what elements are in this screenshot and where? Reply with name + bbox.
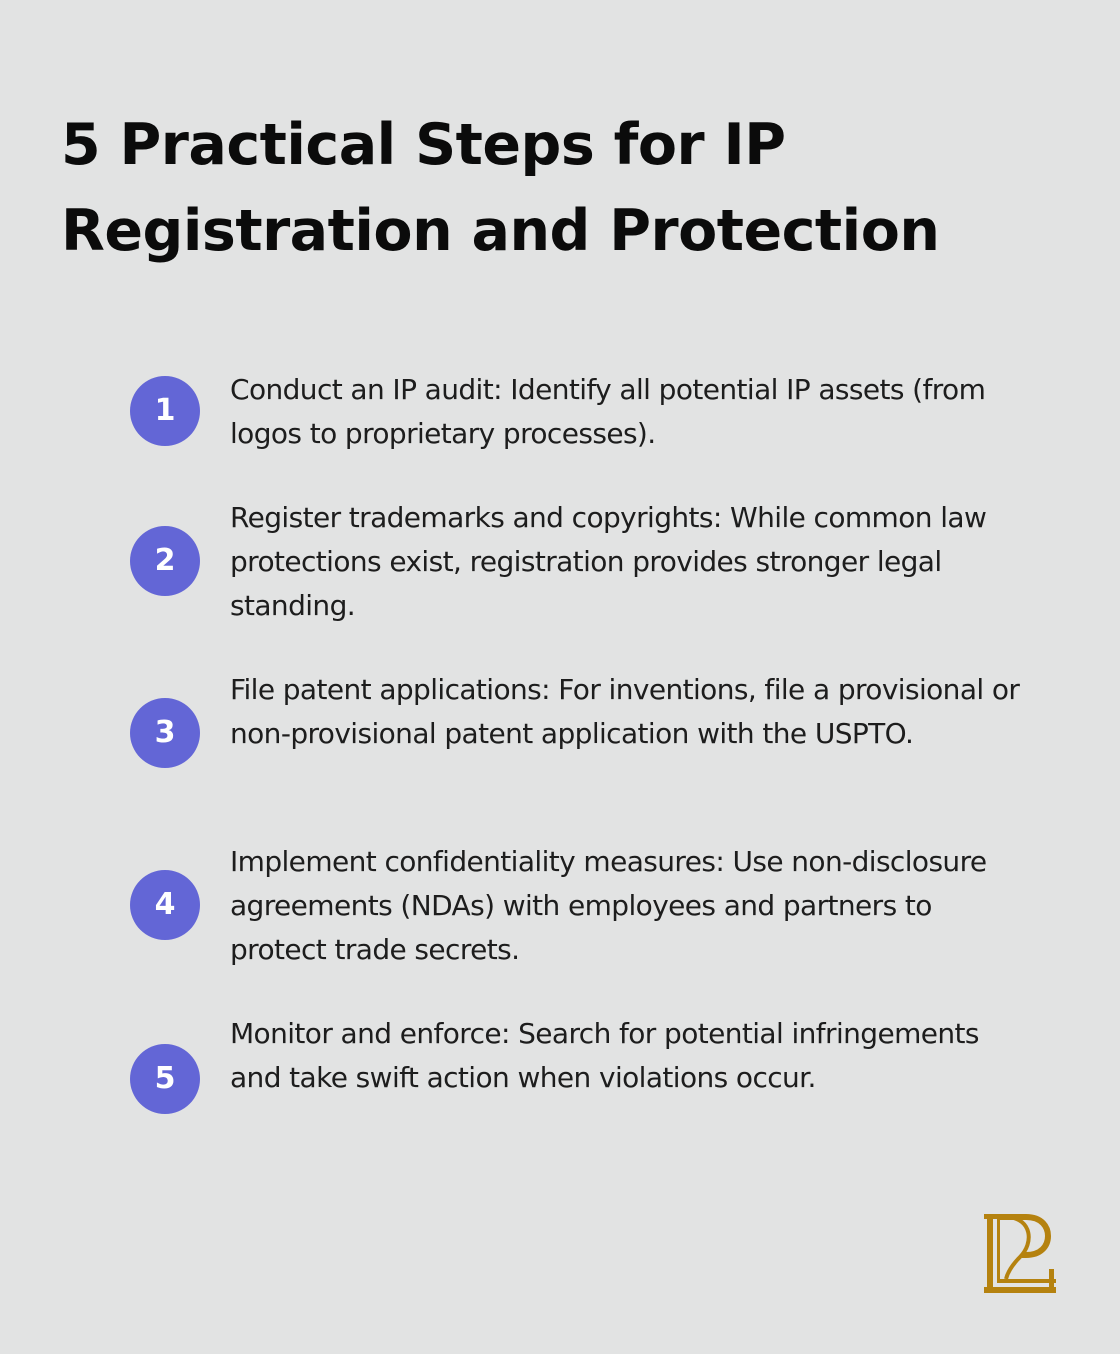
step-text: Implement confidentiality measures: Use non-disclosure agreements (NDAs) with employees and partners to protect trade secrets.	[230, 845, 987, 966]
step-number-badge: 3	[130, 698, 200, 768]
pl-monogram-logo-icon	[982, 1213, 1058, 1295]
step-text: File patent applications: For inventions, file a provisional or non-provisional patent application with the USPTO.	[230, 673, 1020, 750]
step-number-badge: 4	[130, 870, 200, 940]
step-number-badge: 1	[130, 376, 200, 446]
step-number-badge: 2	[130, 526, 200, 596]
step-number-badge: 5	[130, 1044, 200, 1114]
step-text: Conduct an IP audit: Identify all potential IP assets (from logos to proprietary processes).	[230, 373, 986, 450]
step-text: Monitor and enforce: Search for potential infringements and take swift action when violations occur.	[230, 1017, 979, 1094]
step-text: Register trademarks and copyrights: While common law protections exist, registration provides stronger legal standing.	[230, 501, 987, 622]
page-title: 5 Practical Steps for IP Registration and Protection	[61, 112, 940, 264]
